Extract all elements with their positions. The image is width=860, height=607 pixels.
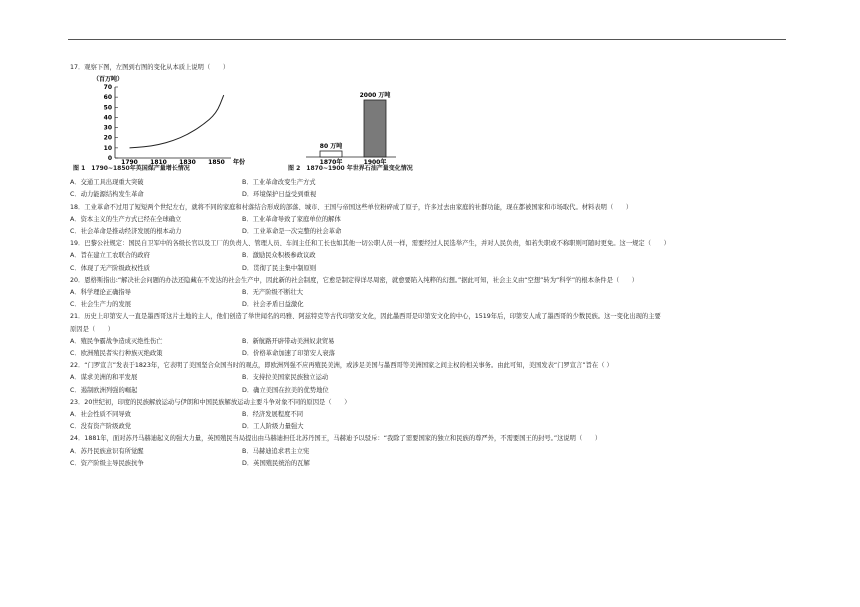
question-24-stem: 24．1881年，面对苏丹马赫迪起义的强大力量，英国殖民当局提出由马赫迪担任北苏丹国王，马赫迪予以驳斥：“我除了需要国家的独立和民族的尊严外，不需要国王的封号。”这说明（ ） (70, 435, 602, 443)
figure-2-bar-label-1900: 2000 万吨 (359, 92, 391, 100)
question-23-stem: 23．20世纪初，印度的民族解放运动与伊朗和中国民族解放运动主要斗争对象不同的原因是（ ） (70, 398, 351, 406)
question-18-option-c[interactable]: C．社会革命是推动经济发展的根本动力 (70, 228, 182, 236)
question-17-option-d[interactable]: D．环境保护日益受到重视 (242, 191, 317, 199)
question-19-option-a[interactable]: A．旨在建立工农联合的政府 (70, 252, 150, 260)
header-rule (68, 39, 786, 40)
figure-1-y-tick-label: 70 (103, 84, 112, 92)
question-21-stem: 21．历史上印第安人一直是墨西哥这片土地的主人，他们创造了举世闻名的玛雅、阿兹特克等古代印第安文化，因此墨西哥是印第安文化的中心，1519年后，印第安人成了墨西哥的少数民族。这一变化出现的主要 (70, 313, 661, 321)
figure-1-y-tick-label: 40 (103, 114, 112, 122)
question-20-options-row-1 (70, 287, 785, 299)
question-20-stem: 20．恩格斯指出:“解决社会问题的办法还隐藏在不发达的社会生产中，因此新的社会制度，它愈是制定得详尽周密，就愈要陷入纯粹的幻想。”据此可知，社会主义由“空想”转为“科学”的根本条件是（ ） (70, 276, 639, 284)
question-17-option-b[interactable]: B．工业革命改变生产方式 (242, 179, 316, 187)
question-17-option-c[interactable]: C．动力能源结构发生革命 (70, 191, 144, 199)
figure-2-year-1900: 1900年 (363, 159, 387, 166)
figure-1-y-tick-label: 10 (103, 145, 112, 153)
question-18-options-row-1 (70, 214, 785, 226)
question-17-stem: 17．观察下图，左图到右图的变化从本质上说明（ ） (70, 64, 230, 71)
question-18-options-row-2 (70, 226, 785, 238)
question-18-option-b[interactable]: B．工业革命导致了家庭单位的解体 (242, 215, 341, 223)
question-23-option-c[interactable]: C．没有资产阶级政党 (70, 423, 132, 431)
question-22-option-d[interactable]: D．确立美国在拉美的优势地位 (242, 386, 329, 394)
figure-2-bar-1900 (364, 100, 386, 157)
question-18-option-a[interactable]: A．资本主义的生产方式已经在全球确立 (70, 215, 182, 223)
question-24-option-a[interactable]: A．苏丹民族意识有所觉醒 (70, 447, 144, 455)
question-24-option-d[interactable]: D．英国殖民统治的瓦解 (242, 459, 310, 467)
figure-1-caption: 图 1 1790~1850年英国煤产量增长情况 (73, 165, 190, 173)
figure-1-coal-chart (73, 75, 288, 173)
question-23-options-row-2 (70, 421, 785, 433)
question-22-stem: 22．“门罗宣言”发表于1823年，它表明了美国坚合众国当时的观点，即欧洲列强不应再殖民美洲，或涉足美国与墨西哥等美洲国家之间主权的相关事务。由此可知，美国发表“门罗宣言”旨在（ ） (70, 362, 613, 370)
question-24-options-row-1 (70, 446, 785, 458)
figure-2-bar-1870 (320, 151, 342, 157)
question-23-option-d[interactable]: D．工人阶级力量强大 (242, 423, 304, 431)
question-21-option-d[interactable]: D．价格革命加速了印第安人衰落 (242, 350, 336, 358)
question-19-options-row-1 (70, 250, 785, 262)
question-20-option-b[interactable]: B．无产阶级不断壮大 (242, 289, 303, 297)
question-17-options-row-1 (70, 177, 785, 189)
question-20-option-c[interactable]: C．社会生产力的发展 (70, 301, 132, 309)
question-21-stem-continued: 原因是（ ） (70, 325, 115, 333)
question-21-options-row-2 (70, 348, 785, 360)
question-23-option-a[interactable]: A．社会性质不同导致 (70, 411, 131, 419)
question-22-options-row-2 (70, 385, 785, 397)
question-22-option-c[interactable]: C．遏制欧洲列强的崛起 (70, 386, 138, 394)
question-19-option-d[interactable]: D．贯彻了民主集中制原则 (242, 264, 317, 272)
figure-1-y-tick-label: 0 (107, 155, 112, 163)
figure-1-y-tick-label: 60 (103, 94, 112, 102)
figure-1-x-tick-label: 1790 (121, 159, 138, 166)
question-21-options-row-1 (70, 336, 785, 348)
exam-content (70, 62, 785, 470)
question-24-option-b[interactable]: B．马赫迪追求君主立宪 (242, 447, 310, 455)
figure-1-x-unit: 年份 (233, 159, 246, 166)
question-23-options-row-1 (70, 409, 785, 421)
question-17-option-a[interactable]: A．交通工具出现重大突破 (70, 179, 144, 187)
question-22-options-row-1 (70, 372, 785, 384)
figure-2-caption: 图 2 1870~1900 年世界石油产量变化情况 (288, 165, 413, 173)
figure-1-y-tick-label: 20 (103, 134, 112, 142)
figure-1-x-tick-label: 1850 (208, 159, 225, 166)
figure-1-y-ticks (104, 84, 118, 162)
question-20-options-row-2 (70, 299, 785, 311)
question-18-stem: 18．工业革命不过用了短短两个世纪左右，就将不同的家庭和村落结合形成的部落、城市、王国与帝国这些单位粉碎成了原子，许多过去由家庭的社群功能，现在都被国家和市场取代。材料表明（ ） (70, 203, 633, 211)
question-22-option-a[interactable]: A．谋求美洲的和平发展 (70, 374, 138, 382)
figure-2-year-1870: 1870年 (319, 159, 343, 166)
figure-1-y-tick-label: 30 (103, 124, 112, 132)
figure-1-svg (73, 75, 288, 165)
figure-2-bar-label-1870: 80 万吨 (319, 143, 343, 151)
question-21-option-b[interactable]: B．新航路开辟带动美洲奴隶贸易 (242, 337, 335, 345)
question-17-options-row-2 (70, 189, 785, 201)
question-20-option-d[interactable]: D．社会矛盾日益激化 (242, 301, 304, 309)
question-24-option-c[interactable]: C．资产阶级主导民族抗争 (70, 459, 144, 467)
figure-1-x-tick-label: 1830 (179, 159, 196, 166)
figure-2-svg (288, 75, 438, 165)
question-18-option-d[interactable]: D．工业革命是一次完整的社会革命 (242, 228, 342, 236)
figure-2-oil-chart (288, 75, 438, 173)
question-20-option-a[interactable]: A．科学理论正确指导 (70, 289, 131, 297)
question-24-options-row-2 (70, 458, 785, 470)
question-19-option-c[interactable]: C．体现了无产阶级政权性质 (70, 264, 150, 272)
question-23-option-b[interactable]: B．经济发展程度不同 (242, 411, 303, 419)
figure-1-x-tick-label: 1810 (150, 159, 167, 166)
question-17-figures (73, 75, 785, 173)
question-21-option-c[interactable]: C．欧洲殖民者实行种族灭绝政策 (70, 350, 163, 358)
question-21-option-a[interactable]: A．殖民争霸战争造成灭绝性伤亡 (70, 337, 163, 345)
question-19-options-row-2 (70, 263, 785, 275)
question-19-option-b[interactable]: B．激励民众积极参政议政 (242, 252, 316, 260)
figure-1-y-tick-label: 50 (103, 104, 112, 112)
figure-1-unit-label: （百万吨） (93, 76, 124, 84)
question-19-stem: 19．巴黎公社规定：国民自卫军中的各级长官以及工厂的负责人、管理人员、车间主任和工长也如其他一切公职人员一样，需要经过人民选举产生，并对人民负责，如若失职或不称职则可随时更免。这一规定（ ） (70, 240, 670, 248)
figure-1-coal-curve (130, 95, 224, 148)
question-22-option-b[interactable]: B．支持拉美国家民族独立运动 (242, 374, 329, 382)
